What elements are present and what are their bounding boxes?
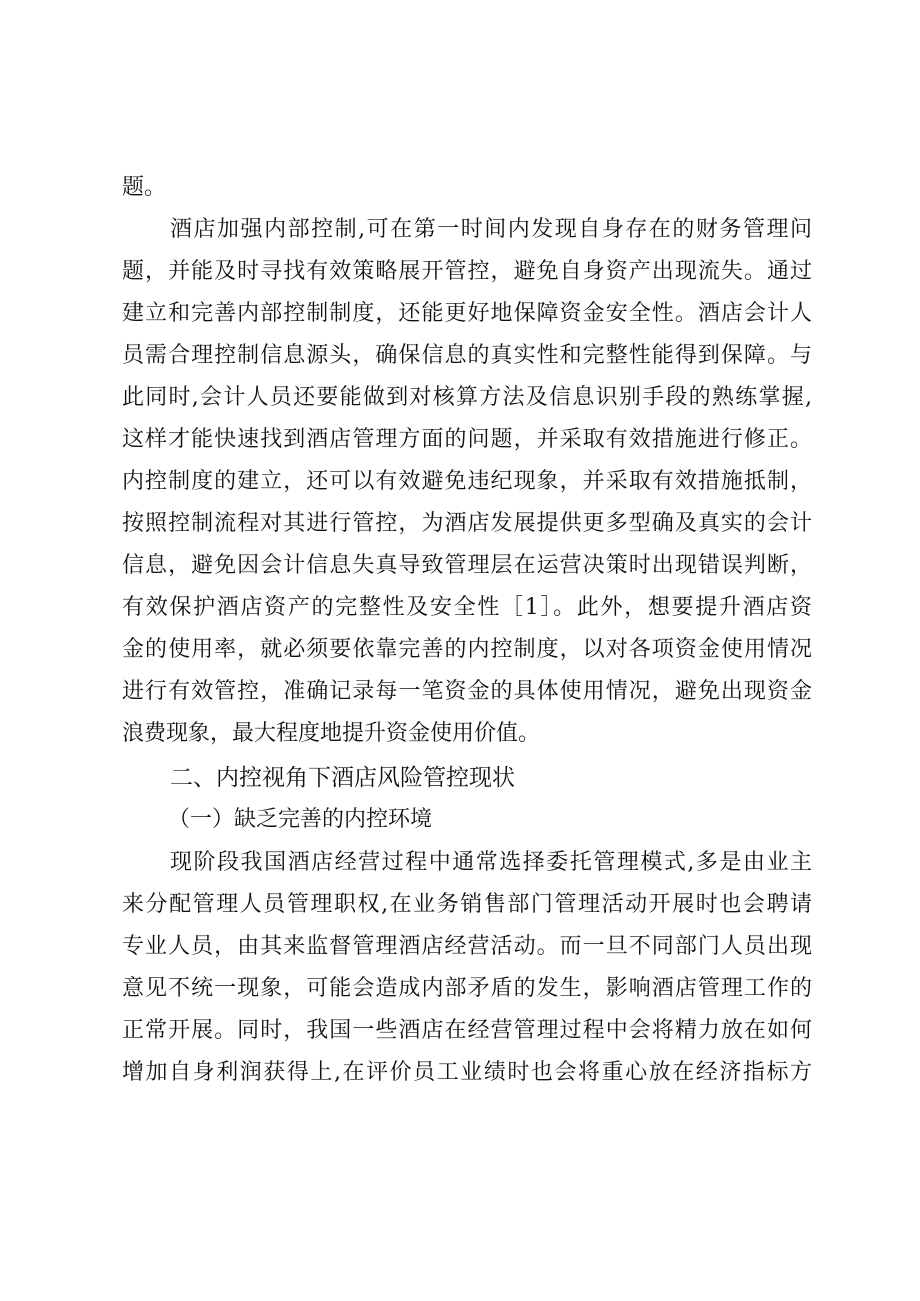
text-line: 信息，避免因会计信息失真导致管理层在运营决策时出现错误判断， [122, 553, 812, 578]
text-line: 题，并能及时寻找有效策略展开管控，避免自身资产出现流失。通过 [122, 259, 812, 284]
text-line: 专业人员，由其来监督管理酒店经营活动。而一旦不同部门人员出现 [122, 934, 812, 959]
text-line: 此同时,会计人员还要能做到对核算方法及信息识别手段的熟练掌握, [122, 385, 812, 410]
text-line: 增加自身利润获得上,在评价员工业绩时也会将重心放在经济指标方 [122, 1060, 812, 1085]
text-line: 现阶段我国酒店经营过程中通常选择委托管理模式,多是由业主 [170, 850, 812, 875]
text-line: 进行有效管控，准确记录每一笔资金的具体使用情况，避免出现资金 [122, 679, 812, 704]
text-line: 意见不统一现象，可能会造成内部矛盾的发生，影响酒店管理工作的 [122, 976, 812, 1001]
text-line: 金的使用率，就必须要依靠完善的内控制度，以对各项资金使用情况 [122, 637, 812, 662]
text-line: 有效保护酒店资产的完整性及安全性［1］。此外，想要提升酒店资 [122, 595, 812, 620]
text-line: 内控制度的建立，还可以有效避免违纪现象，并采取有效措施抵制， [122, 469, 812, 494]
text-line: 浪费现象，最大程度地提升资金使用价值。 [122, 721, 541, 746]
text-line: 酒店加强内部控制,可在第一时间内发现自身存在的财务管理问 [170, 217, 812, 242]
text-line: 这样才能快速找到酒店管理方面的问题，并采取有效措施进行修正。 [122, 427, 812, 452]
text-line: 题。 [122, 175, 167, 200]
text-line: 正常开展。同时，我国一些酒店在经营管理过程中会将精力放在如何 [122, 1018, 812, 1043]
text-line: 按照控制流程对其进行管控，为酒店发展提供更多型确及真实的会计 [122, 511, 812, 536]
section-title: 二、内控视角下酒店风险管控现状 [170, 765, 515, 791]
subsection-title: （一）缺乏完善的内控环境 [168, 807, 433, 832]
text-line: 来分配管理人员管理职权,在业务销售部门管理活动开展时也会聘请 [122, 892, 812, 917]
text-line: 建立和完善内部控制制度，还能更好地保障资金安全性。酒店会计人 [122, 301, 812, 326]
text-line: 员需合理控制信息源头，确保信息的真实性和完整性能得到保障。与 [122, 343, 812, 368]
